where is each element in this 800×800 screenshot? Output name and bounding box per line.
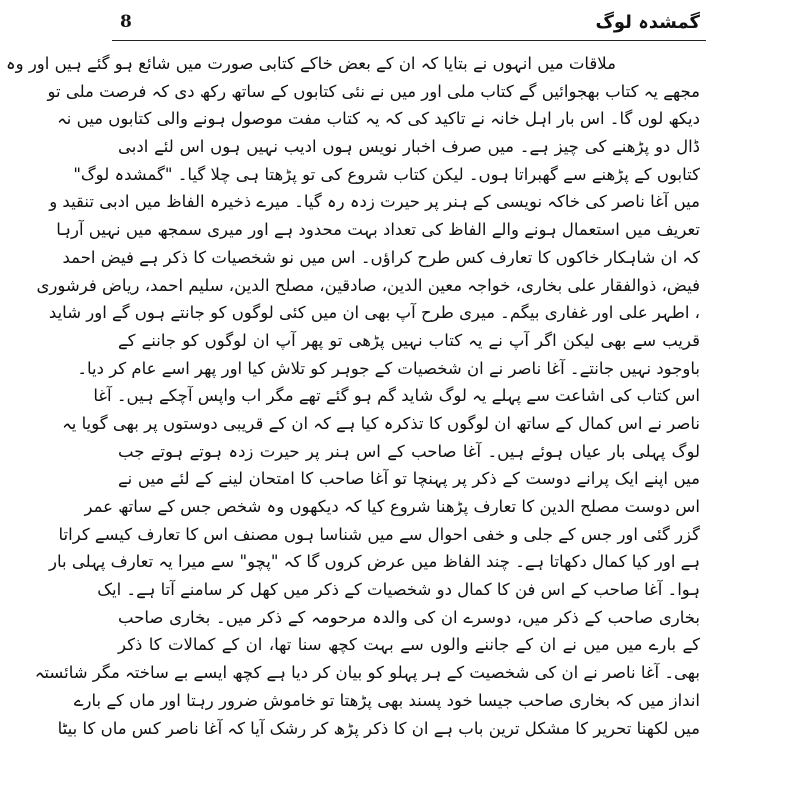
text-line: بخاری صاحب کے ذکر میں، دوسرے ان کی والدہ مرحومہ کے ذکر میں۔ بخاری صاحب xyxy=(118,607,700,627)
text-line: میں آغا ناصر کی خاکہ نویسی کے ہنر پر حیرت زدہ رہ گیا۔ میرے ذخیرہ الفاظ میں ادبی تنقید و xyxy=(49,192,700,212)
header-rule xyxy=(112,40,706,41)
text-line: میں اپنے ایک پرانے دوست کے ذکر پر پہنچا تو آغا صاحب کا امتحان لینے کے لئے میں نے xyxy=(118,469,700,489)
text-line: ہوا۔ آغا صاحب کے اس فن کا کمال دو شخصیات کے ذکر میں کھل کر سامنے آتا ہے۔ ایک xyxy=(97,580,700,600)
text-line: بھی۔ آغا ناصر نے ان کی شخصیت کے ہر پہلو کو بیان کر دیا ہے کچھ ایسے بے ساختہ مگر شائستہ xyxy=(34,663,700,683)
text-line: انداز میں کہ بخاری صاحب جیسا خود پسند بھی پڑھتا تو خاموش ضرور رہتا اور ماں کے بارے xyxy=(73,690,700,710)
text-line: تعریف میں استعمال ہونے والے الفاظ کی تعداد بہت محدود ہے اور میری سمجھ میں نہیں آرہا xyxy=(56,220,700,240)
text-line: اس کتاب کی اشاعت سے پہلے یہ لوگ شاید گم ہو گئے تھے مگر اب واپس آچکے ہیں۔ آغا xyxy=(93,386,700,406)
text-line: میں لکھنا تحریر کا مشکل ترین باب ہے ان کا ذکر پڑھ کر رشک آیا کہ آغا ناصر کس ماں کا بیٹا xyxy=(57,718,700,738)
text-line: کہ ان شاہکار خاکوں کا تعارف کس طرح کراؤں۔ اس میں نو شخصیات کا ذکر ہے فیض احمد xyxy=(62,247,700,267)
text-line: کے بارے میں میں نے ان کے جاننے والوں سے بہت کچھ سنا تھا، ان کے کمالات کا ذکر xyxy=(118,635,700,655)
text-line: لوگ پہلی بار عیاں ہوئے ہیں۔ آغا صاحب کے اس ہنر پر حیرت زدہ ہوتے ہوتے جب xyxy=(118,441,700,461)
page-number: 8 xyxy=(120,12,132,32)
running-title: گمشدہ لوگ xyxy=(595,12,700,33)
text-line: مجھے یہ کتاب بھجوائیں گے کتاب ملی اور میں نے نئی کتابوں کے ساتھ رکھ دی کہ فرصت ملی تو xyxy=(47,81,700,101)
body-text xyxy=(5,50,700,742)
text-line: ، اطہر علی اور غفاری بیگم۔ میری طرح آپ بھی ان میں کئی لوگوں کو جانتے ہوں گے اور شاید xyxy=(48,303,700,323)
text-line: اس دوست مصلح الدین کا تعارف پڑھنا شروع کیا کہ دیکھوں وہ شخص جس کے ساتھ عمر xyxy=(84,497,700,516)
text-line: قریب سے بھی لیکن اگر آپ نے یہ کتاب نہیں پڑھی تو پھر آپ ان لوگوں کو جاننے کے xyxy=(118,330,700,350)
text-line: کتابوں کے پڑھنے سے گھبراتا ہوں۔ لیکن کتاب شروع کی تو پڑھتا ہی چلا گیا۔ "گمشدہ لوگ" xyxy=(73,164,700,184)
text-line: دیکھ لوں گا۔ اس بار اہل خانہ نے تاکید کی کہ یہ کتاب مفت موصول ہونے والی کتابوں میں نہ xyxy=(57,109,700,129)
text-line: فیض، ذوالفقار علی بخاری، خواجہ معین الدین، صادقین، مصلح الدین، سلیم احمد، ریاض فرشوری xyxy=(36,275,700,295)
text-line: گزر گئی اور جس کے جلی و خفی احوال سے میں شناسا ہوں مصنف اس کا تعارف کیسے کراتا xyxy=(58,524,700,544)
text-line: ڈال دو پڑھنے کی چیز ہے۔ میں صرف اخبار نویس ہوں ادیب نہیں ہوں اس لئے ادبی xyxy=(118,137,700,157)
text-line: ناصر نے اس کمال کے ساتھ ان لوگوں کا تذکرہ کیا ہے کہ ان کے قریبی دوستوں پر بھی گویا یہ xyxy=(62,413,700,433)
text-line: باوجود نہیں جانتے۔ آغا ناصر نے ان شخصیات کے جوہر کو تلاش کیا اور پھر اسے عام کر دیا۔ xyxy=(77,358,700,378)
text-line: ہے اور کیا کمال دکھاتا ہے۔ چند الفاظ میں عرض کروں گا کہ "پچو" سے میرا یہ تعارف پہلی بار xyxy=(49,552,700,572)
text-line: ملاقات میں انہوں نے بتایا کہ ان کے بعض خاکے کتابی صورت میں شائع ہو گئے ہیں اور وہ xyxy=(5,54,616,73)
